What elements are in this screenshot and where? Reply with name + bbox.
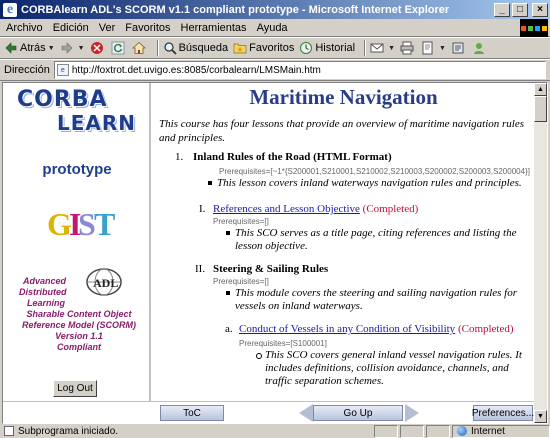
address-url: http://foxtrot.det.uvigo.es:8085/corbalearn/LMSMain.htm bbox=[71, 64, 321, 76]
stop-button[interactable] bbox=[90, 41, 106, 55]
status-bar bbox=[0, 424, 550, 438]
mail-icon bbox=[370, 41, 384, 55]
favorites-button[interactable]: Favoritos bbox=[233, 41, 294, 55]
toolbar bbox=[0, 37, 550, 59]
edit-button[interactable] bbox=[421, 41, 446, 55]
menu-herramientas[interactable]: Herramientas bbox=[180, 21, 247, 34]
module-title: Steering & Sailing Rules bbox=[213, 263, 329, 275]
edit-dropdown-icon[interactable]: ▼ bbox=[439, 44, 446, 52]
corbalearn-logo bbox=[13, 87, 143, 137]
sco-status: (Completed) bbox=[362, 203, 419, 215]
adl-line: Distributed bbox=[19, 287, 67, 297]
menu-edicion[interactable]: Edición bbox=[52, 21, 89, 34]
module-number: II. bbox=[195, 263, 206, 275]
adl-logo bbox=[84, 266, 124, 302]
applet-icon bbox=[4, 426, 14, 436]
lesson-number: 1. bbox=[175, 151, 184, 163]
home-button[interactable] bbox=[132, 41, 148, 55]
security-zone: Internet bbox=[452, 425, 550, 438]
module-description: This module covers the steering and sailing navigation rules for vessels on inland waterways. bbox=[235, 287, 525, 313]
adl-line: Version 1.1 bbox=[55, 331, 103, 341]
messenger-icon bbox=[472, 41, 486, 55]
scroll-up-icon[interactable]: ▲ bbox=[534, 83, 547, 96]
gist-logo: G I S T bbox=[47, 206, 116, 242]
toolbar-separator bbox=[157, 40, 159, 56]
address-label: Dirección bbox=[4, 64, 50, 76]
discuss-button[interactable] bbox=[451, 41, 467, 55]
course-content bbox=[153, 83, 534, 401]
status-cell bbox=[426, 425, 450, 438]
forward-dropdown-icon[interactable]: ▼ bbox=[77, 44, 85, 52]
messenger-button[interactable] bbox=[472, 41, 488, 55]
minimize-button[interactable]: _ bbox=[494, 3, 510, 17]
sco-entry bbox=[239, 323, 514, 335]
search-button[interactable]: Búsqueda bbox=[163, 41, 229, 55]
previous-arrow-icon[interactable] bbox=[299, 404, 313, 422]
forward-button[interactable] bbox=[60, 41, 85, 55]
page-title: Maritime Navigation bbox=[249, 85, 438, 109]
sco-entry bbox=[213, 203, 418, 215]
status-cell bbox=[374, 425, 398, 438]
maximize-button[interactable]: □ bbox=[512, 3, 528, 17]
refresh-button[interactable] bbox=[111, 41, 127, 55]
window-title-bar[interactable] bbox=[0, 0, 550, 19]
menu-bar bbox=[0, 19, 550, 37]
search-icon bbox=[163, 41, 177, 55]
lesson-description: This lesson covers inland waterways navigation rules and principles. bbox=[217, 177, 527, 190]
back-button[interactable]: Atrás ▼ bbox=[4, 41, 55, 55]
home-icon bbox=[132, 41, 146, 55]
edit-page-icon bbox=[421, 41, 435, 55]
ie-logo-icon: e bbox=[3, 3, 17, 17]
stop-icon bbox=[90, 41, 104, 55]
history-button[interactable]: Historial bbox=[299, 41, 355, 55]
adl-line: Sharable Content Object bbox=[26, 309, 132, 319]
lesson-title: Inland Rules of the Road (HTML Format) bbox=[193, 151, 392, 163]
mail-button[interactable] bbox=[370, 41, 395, 55]
adl-line: Reference Model (SCORM) bbox=[21, 320, 137, 330]
favorites-folder-icon bbox=[233, 41, 247, 55]
preferences-button[interactable]: Preferences... bbox=[473, 405, 533, 421]
browser-viewport bbox=[2, 82, 548, 424]
next-arrow-icon[interactable] bbox=[405, 404, 419, 422]
prototype-label: prototype bbox=[42, 161, 112, 178]
toolbar-separator bbox=[364, 40, 366, 56]
module-prerequisites: Prerequisites=[] bbox=[213, 277, 269, 286]
address-bar bbox=[0, 59, 550, 81]
sidebar bbox=[3, 83, 151, 401]
toc-button[interactable]: ToC bbox=[160, 405, 224, 421]
menu-favoritos[interactable]: Favoritos bbox=[125, 21, 171, 34]
sco-link-conduct-of-vessels[interactable]: Conduct of Vessels in any Condition of Visibility bbox=[239, 323, 456, 335]
logo-corba-text: CORBA bbox=[17, 87, 108, 112]
adl-scorm-badge bbox=[9, 276, 149, 353]
status-cell bbox=[400, 425, 424, 438]
history-clock-icon bbox=[299, 41, 313, 55]
scroll-down-icon[interactable]: ▼ bbox=[534, 410, 547, 423]
address-input[interactable] bbox=[54, 61, 546, 79]
windows-logo-icon bbox=[520, 19, 548, 37]
sco-description: This SCO serves as a title page, citing references and listing the lesson objective. bbox=[235, 227, 525, 253]
sco-description: This SCO covers general inland vessel navigation rules. It includes definitions, collision avoidance, channels, and traffic separation schemes. bbox=[265, 349, 527, 388]
back-arrow-icon bbox=[4, 41, 18, 55]
adl-line: Learning bbox=[27, 298, 66, 308]
scroll-thumb[interactable] bbox=[534, 96, 547, 122]
page-icon: e bbox=[57, 64, 69, 76]
adl-line: Advanced bbox=[23, 276, 67, 286]
window-title: CORBAlearn ADL's SCORM v1.1 compliant prototype - Microsoft Internet Explorer bbox=[21, 3, 450, 16]
sco-link-references[interactable]: References and Lesson Objective bbox=[213, 203, 360, 215]
lesson-prerequisites: Prerequisites=[~1*{S200001,S210001,S210002,S210003,S200002,S200003,S200004}] bbox=[219, 167, 530, 176]
menu-archivo[interactable]: Archivo bbox=[6, 21, 43, 34]
menu-ayuda[interactable]: Ayuda bbox=[256, 21, 288, 34]
close-button[interactable]: × bbox=[532, 3, 548, 17]
sco-status: (Completed) bbox=[457, 323, 514, 335]
sco-prerequisites: Prerequisites=[] bbox=[213, 217, 269, 226]
logo-learn-text: LEARN bbox=[57, 111, 137, 135]
go-up-button[interactable]: Go Up bbox=[313, 405, 403, 421]
sco-prerequisites: Prerequisites=[S100001] bbox=[239, 339, 327, 348]
forward-arrow-icon bbox=[60, 41, 74, 55]
discuss-icon bbox=[451, 41, 465, 55]
status-message: Subprograma iniciado. bbox=[0, 426, 372, 437]
print-button[interactable] bbox=[400, 41, 416, 55]
mail-dropdown-icon[interactable]: ▼ bbox=[388, 44, 396, 52]
sco-letter: a. bbox=[225, 323, 233, 335]
refresh-icon bbox=[111, 41, 125, 55]
logout-button[interactable]: Log Out bbox=[53, 380, 97, 397]
course-intro: This course has four lessons that provide an overview of maritime navigation rules and principles. bbox=[159, 118, 525, 144]
back-dropdown-icon[interactable]: ▼ bbox=[47, 44, 55, 52]
menu-ver[interactable]: Ver bbox=[98, 21, 116, 34]
sco-number: I. bbox=[199, 203, 206, 215]
adl-logo-text: ADL bbox=[93, 276, 119, 290]
vertical-scrollbar[interactable] bbox=[534, 83, 547, 423]
internet-globe-icon bbox=[457, 426, 467, 436]
print-icon bbox=[400, 41, 414, 55]
adl-line: Compliant bbox=[57, 342, 101, 352]
course-nav-bar bbox=[3, 401, 534, 423]
